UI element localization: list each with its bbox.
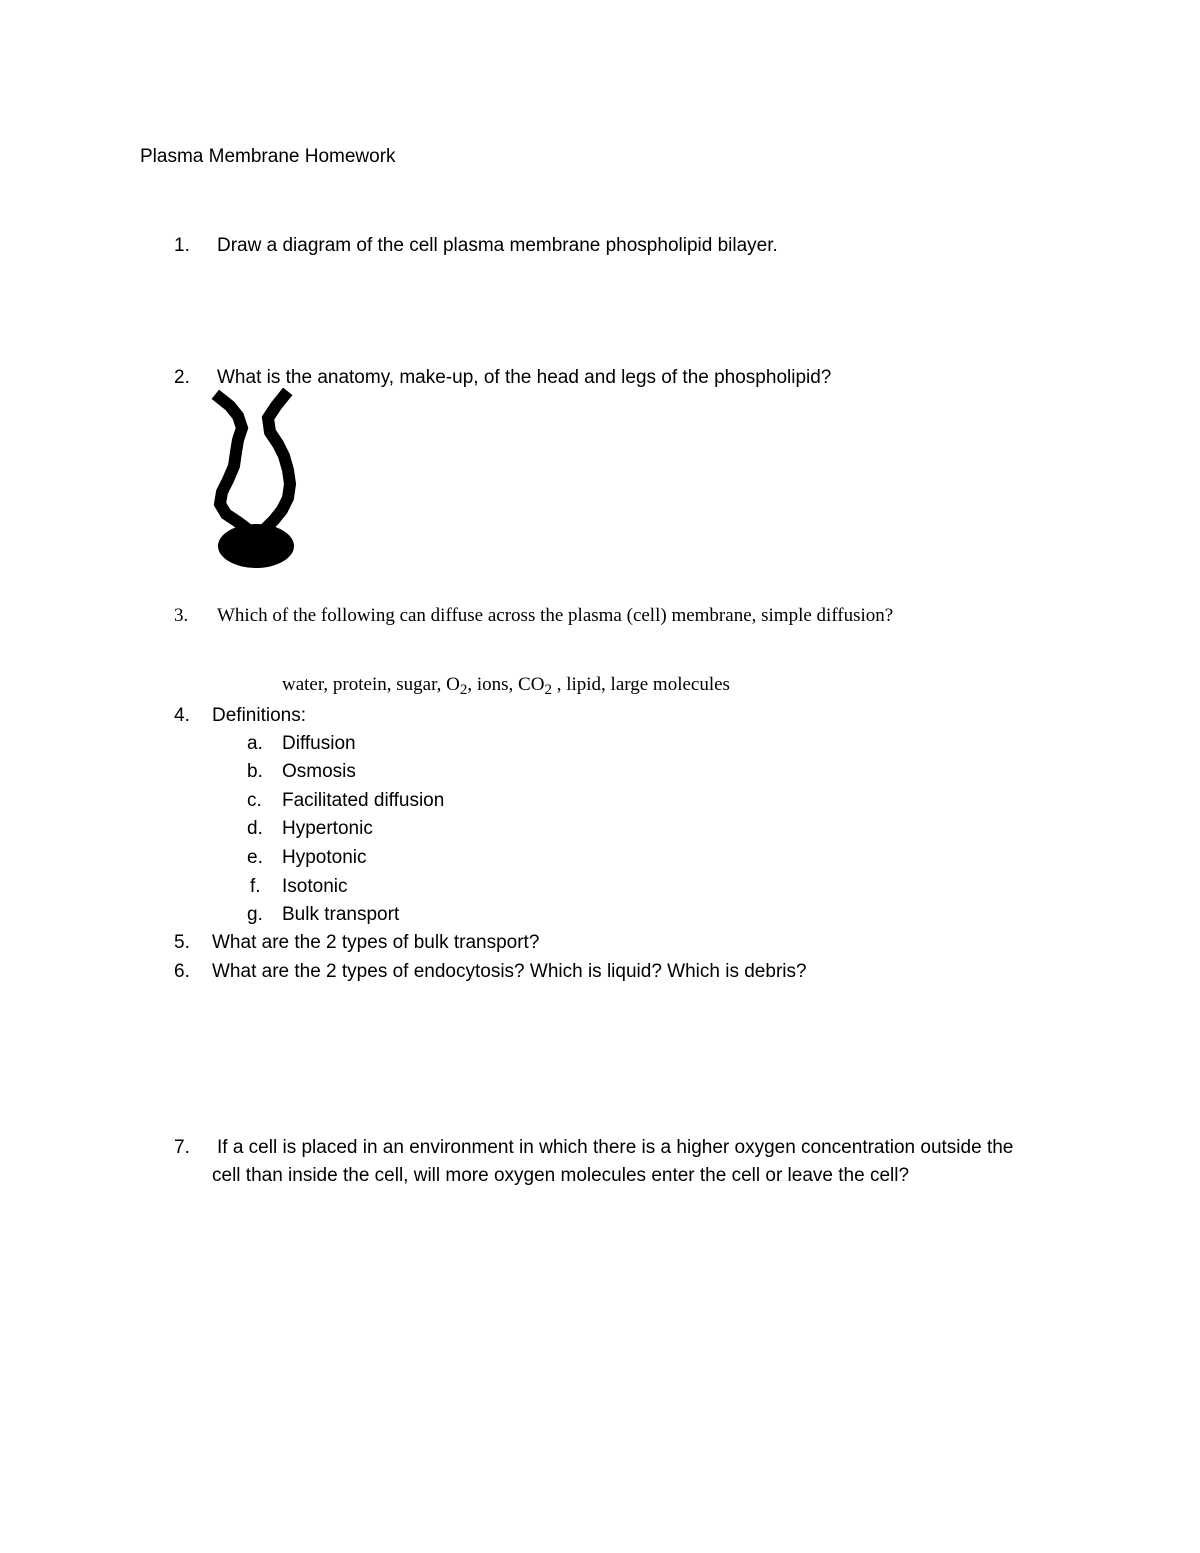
page-title: Plasma Membrane Homework (140, 146, 396, 167)
definition-letter: g. (247, 904, 263, 925)
definition-letter: d. (247, 818, 263, 839)
options-part-2: , ions, CO (467, 674, 545, 695)
definition-letter: a. (247, 733, 263, 754)
definition-letter: c. (247, 790, 262, 811)
phospholipid-drawing (208, 388, 308, 573)
definition-term: Facilitated diffusion (282, 790, 445, 811)
options-subscript-1: 2 (459, 682, 468, 698)
definition-term: Hypertonic (282, 818, 373, 839)
question-3-text: Which of the following can diffuse across the plasma (cell) membrane, simple diffusion? (217, 605, 894, 626)
definition-letter: f. (250, 876, 261, 897)
question-6-text: What are the 2 types of endocytosis? Which is liquid? Which is debris? (212, 961, 807, 982)
question-3-number: 3. (174, 605, 189, 626)
definition-term: Bulk transport (282, 904, 400, 925)
question-6-number: 6. (174, 961, 190, 982)
question-4-text: Definitions: (212, 705, 306, 726)
definition-letter: b. (247, 761, 263, 782)
question-5-number: 5. (174, 932, 190, 953)
question-7-line-1: If a cell is placed in an environment in which there is a higher oxygen concentration outside the (217, 1137, 1014, 1158)
options-part-1: water, protein, sugar, O (282, 674, 460, 695)
question-1-text: Draw a diagram of the cell plasma membrane phospholipid bilayer. (217, 235, 778, 256)
question-2-number: 2. (174, 367, 190, 388)
question-4-number: 4. (174, 705, 190, 726)
question-7-number: 7. (174, 1137, 190, 1158)
question-5-text: What are the 2 types of bulk transport? (212, 932, 540, 953)
question-3-options (282, 673, 730, 697)
question-2-text: What is the anatomy, make-up, of the head and legs of the phospholipid? (217, 367, 832, 388)
question-7-line-2: cell than inside the cell, will more oxygen molecules enter the cell or leave the cell? (212, 1165, 910, 1186)
options-subscript-2: 2 (544, 682, 552, 698)
question-1-number: 1. (174, 235, 190, 256)
definition-term: Hypotonic (282, 847, 367, 868)
options-part-3: , lipid, large molecules (551, 674, 730, 695)
definition-term: Isotonic (282, 876, 348, 897)
definition-letter: e. (247, 847, 263, 868)
definition-term: Osmosis (282, 761, 356, 782)
definition-term: Diffusion (282, 733, 356, 754)
